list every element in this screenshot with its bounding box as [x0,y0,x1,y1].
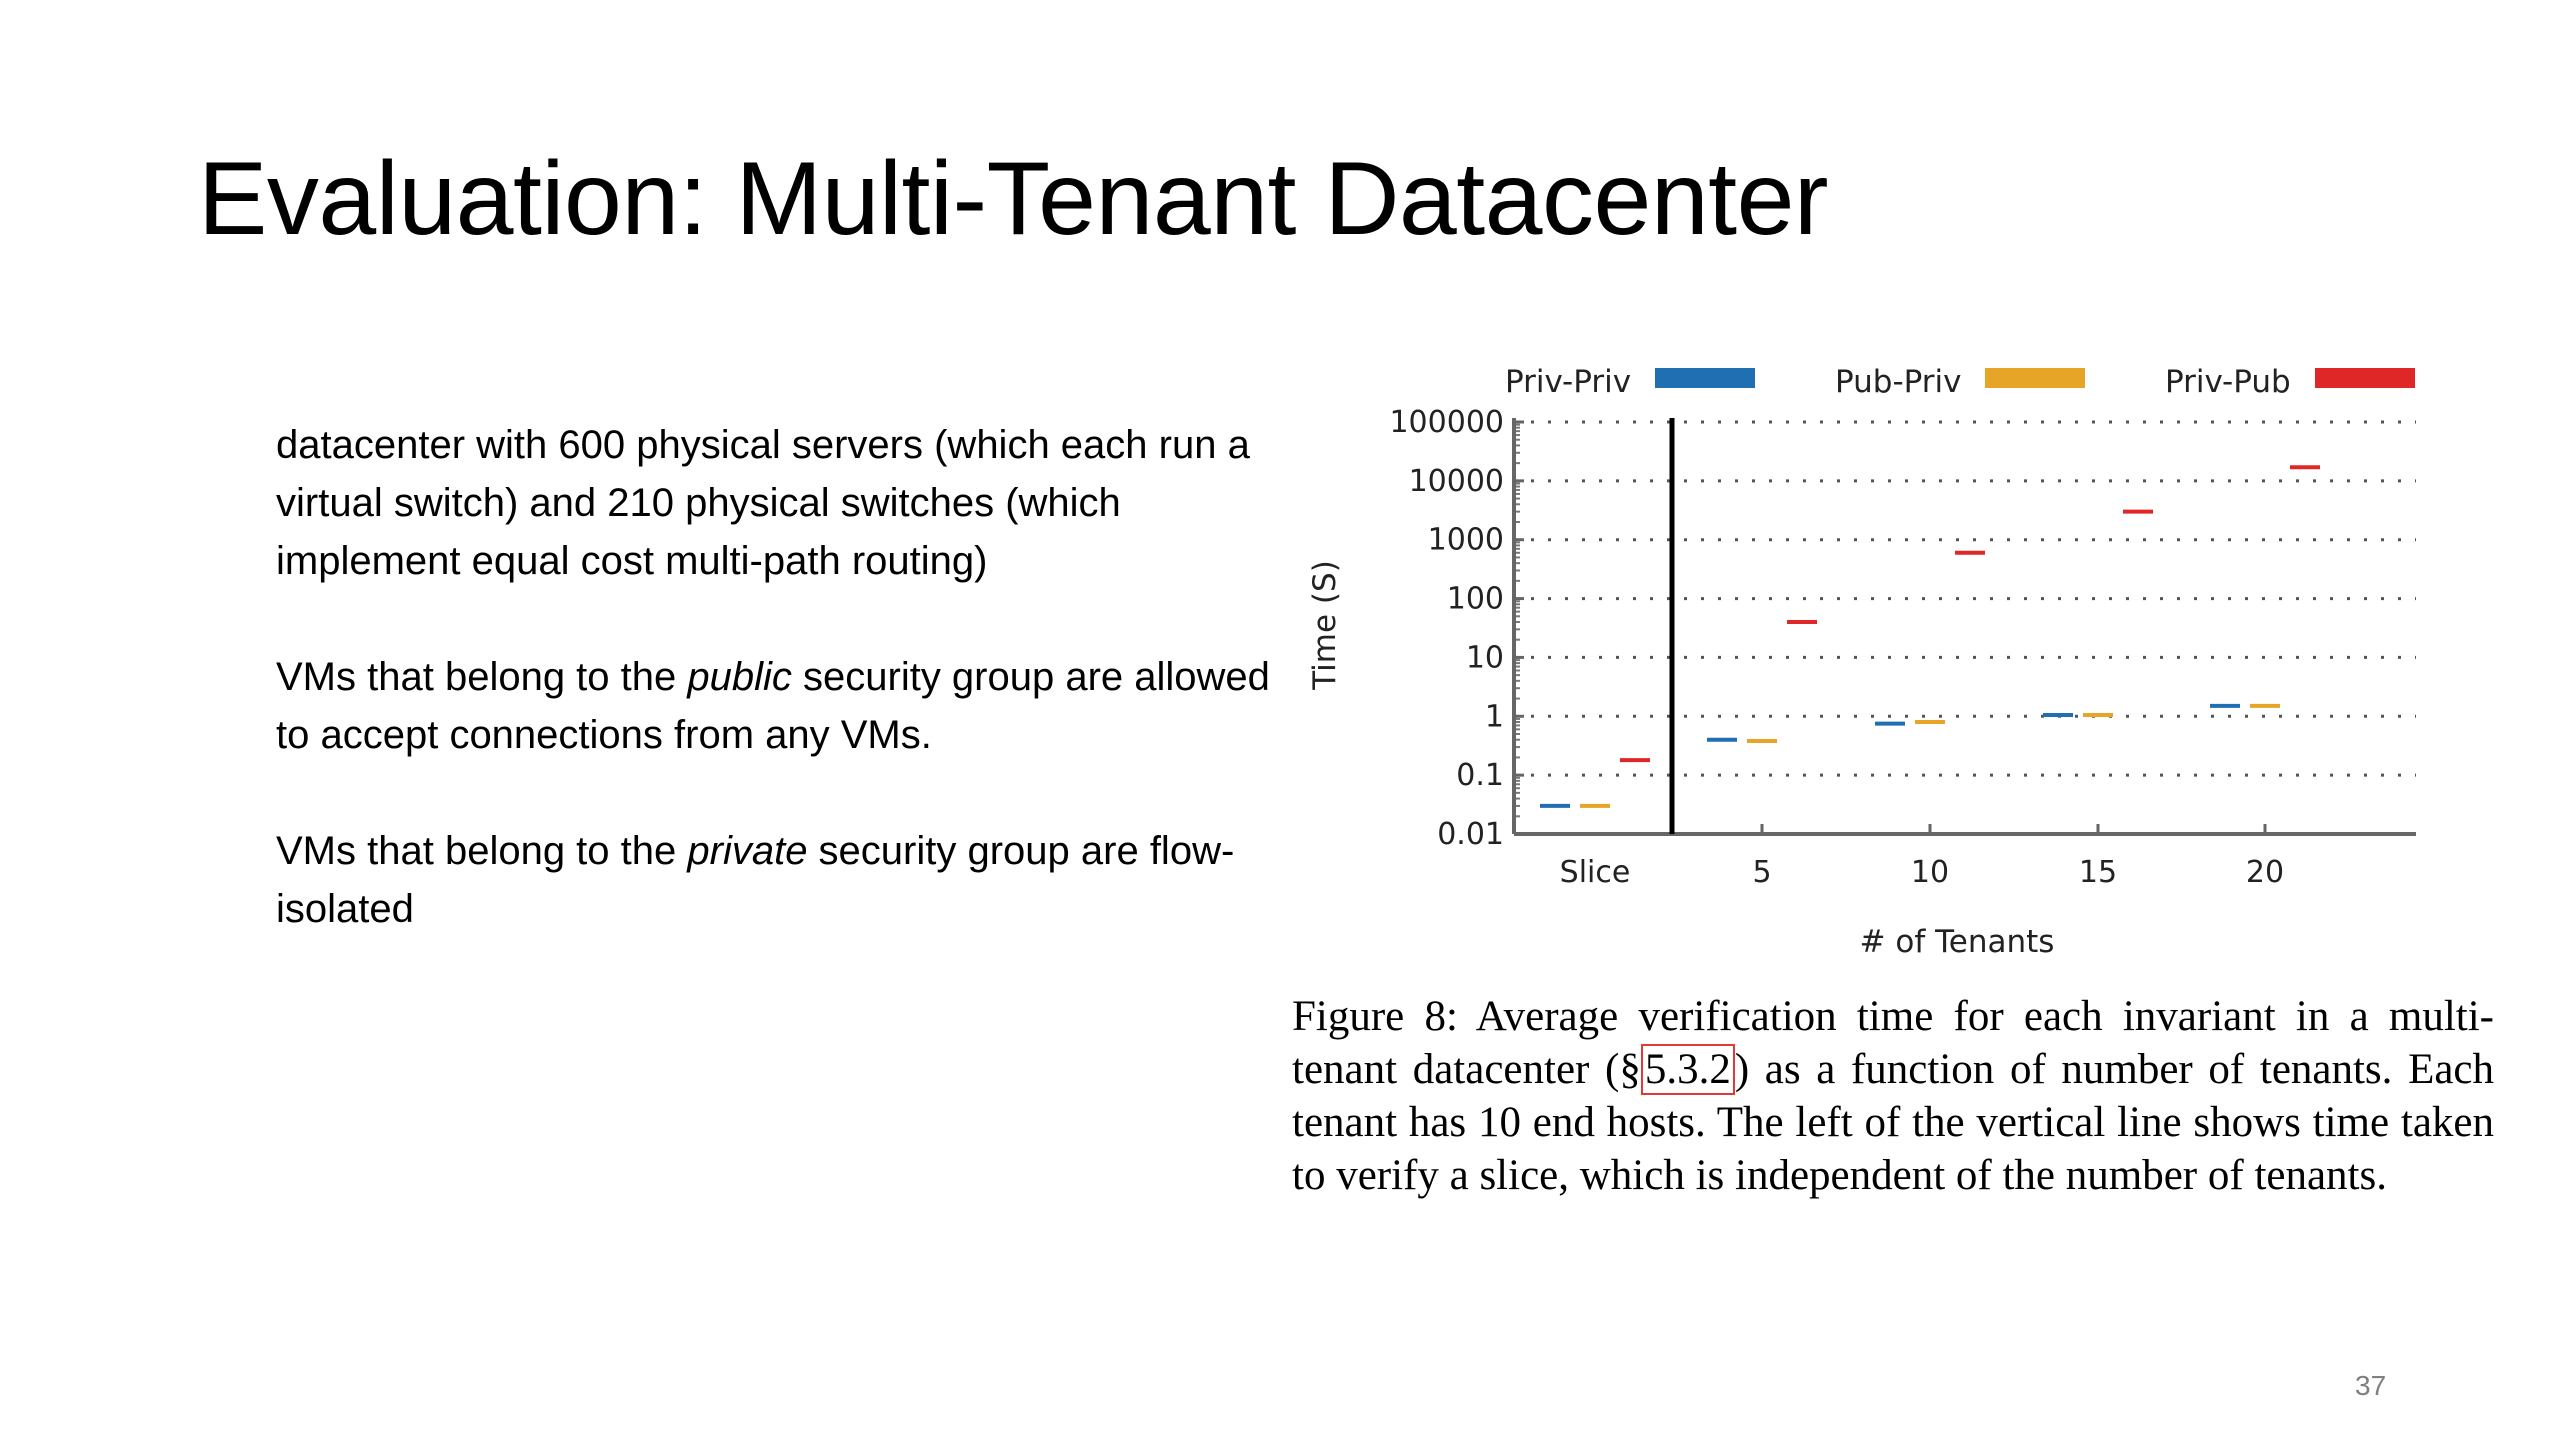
y-tick-label: 10000 [1408,463,1504,499]
text-segment: VMs that belong to the [276,655,688,699]
chart-axes [1389,405,2416,890]
y-tick-label: 100 [1446,581,1504,617]
x-tick-label: Slice [1559,855,1631,890]
paragraph-public-group [276,648,1276,764]
chart-marks [1540,467,2320,806]
text-segment: security group are allowed to accept connections from any VMs. [276,655,1270,757]
x-tick-label: 10 [1910,855,1950,890]
section-ref-link[interactable]: 5.3.2 [1641,1044,1735,1095]
legend-label: Pub-Priv [1835,364,1962,400]
y-tick-label: 0.01 [1437,817,1504,852]
y-tick-label: 1 [1484,699,1504,735]
legend-label: Priv-Pub [2165,364,2291,400]
text-segment: security group are flow-isolated [276,829,1235,931]
slide-title: Evaluation: Multi-Tenant Datacenter [198,141,1829,257]
chart-legend [1505,364,2415,400]
caption-text: Figure 8: Average verification time for each invariant in a multi-tenant datacenter (§ [1292,993,2494,1093]
y-tick-label: 0.1 [1456,758,1504,794]
x-tick-label: 5 [1752,855,1772,890]
paragraph-private-group [276,822,1276,938]
legend-swatch [1655,368,1755,388]
legend-label: Priv-Priv [1505,364,1632,400]
x-tick-label: 20 [2245,855,2285,890]
x-axis-title: # of Tenants [1859,924,2055,960]
verification-time-chart [1290,340,2470,980]
y-tick-label: 10 [1465,640,1504,676]
y-tick-label: 100000 [1389,405,1504,440]
y-tick-label: 1000 [1427,522,1504,558]
legend-swatch [2315,368,2415,388]
emphasis-public: public [687,655,792,699]
emphasis-private: private [687,829,808,873]
page-number: 37 [2355,1370,2387,1401]
chart-grid [1514,422,2416,834]
y-axis-title: Time (S) [1307,560,1343,690]
x-tick-label: 15 [2078,855,2118,890]
text-segment: VMs that belong to the [276,829,688,873]
caption-text: ) as a function of number of tenants. Each tenant has 10 end hosts. The left of the vertical line shows time taken to verify a slice, which is independent of the number of tenants. [1292,1046,2495,1199]
paragraph-datacenter: datacenter with 600 physical servers (which each run a virtual switch) and 210 physical switches (which implement equal cost multi-path routing) [276,423,1250,583]
figure-caption [1292,990,2494,1202]
legend-swatch [1985,368,2085,388]
